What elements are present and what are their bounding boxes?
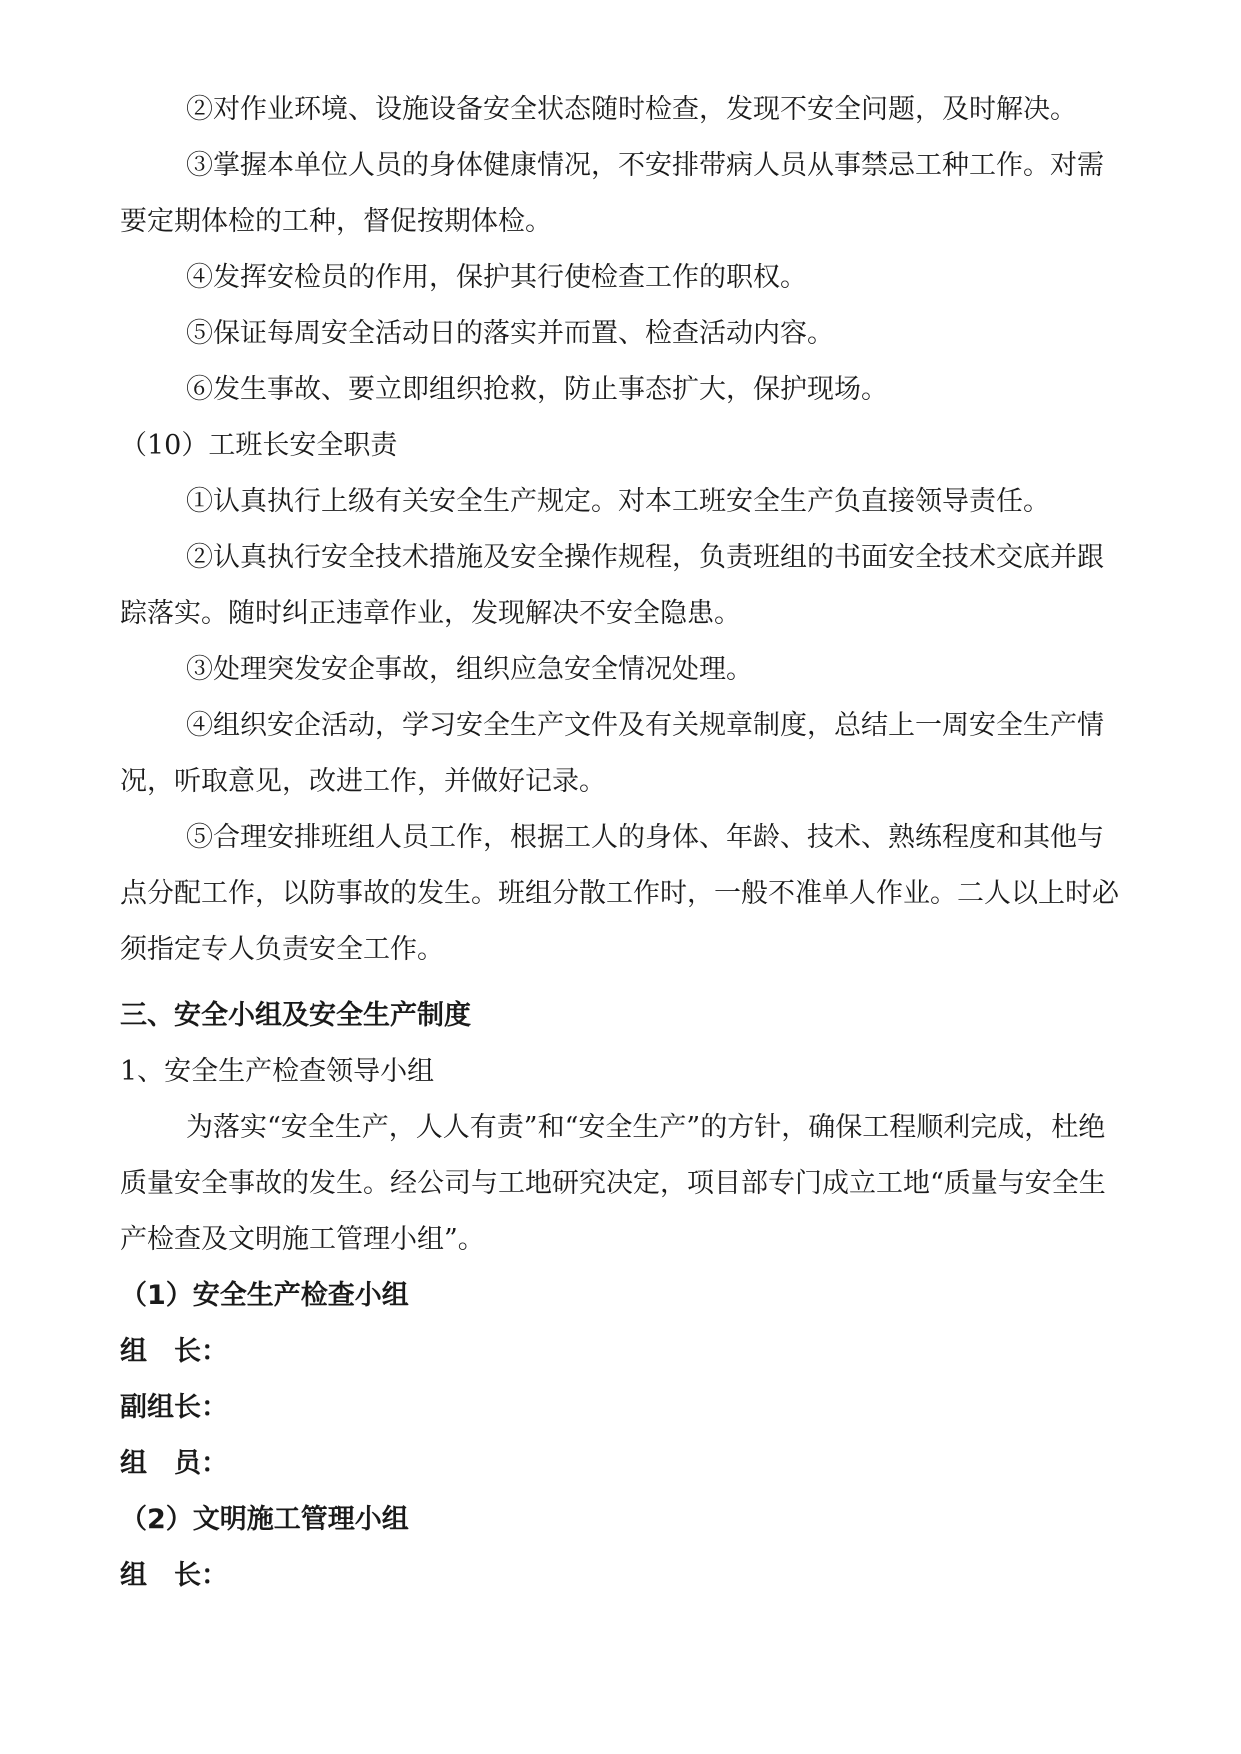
duty-item-5: ⑤保证每周安全活动日的落实并而置、检查活动内容。	[186, 318, 834, 349]
section-3-heading: 三、安全小组及安全生产制度	[120, 1000, 471, 1031]
team-leader-duty-5: ⑤合理安排班组人员工作，根据工人的身体、年龄、技术、熟练程度和其他与点分配工作，以防事故的发生。班组分散工作时，一般不准单人作业。二人以上时必须指定专人负责安全工作。	[120, 822, 1119, 965]
team-leader-duty-1: ①认真执行上级有关安全生产规定。对本工班安全生产负直接领导责任。	[186, 486, 1050, 517]
group-2-leader-label: 组 长：	[120, 1560, 228, 1591]
team-leader-duty-3: ③处理突发安企事故，组织应急安全情况处理。	[186, 654, 753, 685]
subsection-1-heading: 1、安全生产检查领导小组	[120, 1056, 435, 1087]
subsection-1-intro: 为落实“安全生产，人人有责”和“安全生产”的方针，确保工程顺利完成，杜绝质量安全事故的发生。经公司与工地研究决定，项目部专门成立工地“质量与安全生产检查及文明施工管理小组”。	[120, 1112, 1106, 1255]
team-leader-duty-2: ②认真执行安全技术措施及安全操作规程，负责班组的书面安全技术交底并跟踪落实。随时纠正违章作业，发现解决不安全隐患。	[120, 542, 1104, 629]
document-body	[120, 82, 1130, 1604]
duty-item-3: ③掌握本单位人员的身体健康情况，不安排带病人员从事禁忌工种工作。对需要定期体检的工种，督促按期体检。	[120, 150, 1104, 237]
team-leader-duty-4: ④组织安企活动，学习安全生产文件及有关规章制度，总结上一周安全生产情况，听取意见，改进工作，并做好记录。	[120, 710, 1104, 797]
group-2-heading: （2）文明施工管理小组	[120, 1504, 409, 1535]
group-1-heading: （1）安全生产检查小组	[120, 1280, 409, 1311]
group-1-deputy-label: 副组长：	[120, 1392, 228, 1423]
group-1-member-label: 组 员：	[120, 1448, 228, 1479]
duty-item-2: ②对作业环境、设施设备安全状态随时检查，发现不安全问题，及时解决。	[186, 94, 1077, 125]
section-10-heading: （10）工班长安全职责	[120, 430, 398, 461]
duty-item-6: ⑥发生事故、要立即组织抢救，防止事态扩大，保护现场。	[186, 374, 888, 405]
group-1-leader-label: 组 长：	[120, 1336, 228, 1367]
duty-item-4: ④发挥安检员的作用，保护其行使检查工作的职权。	[186, 262, 807, 293]
